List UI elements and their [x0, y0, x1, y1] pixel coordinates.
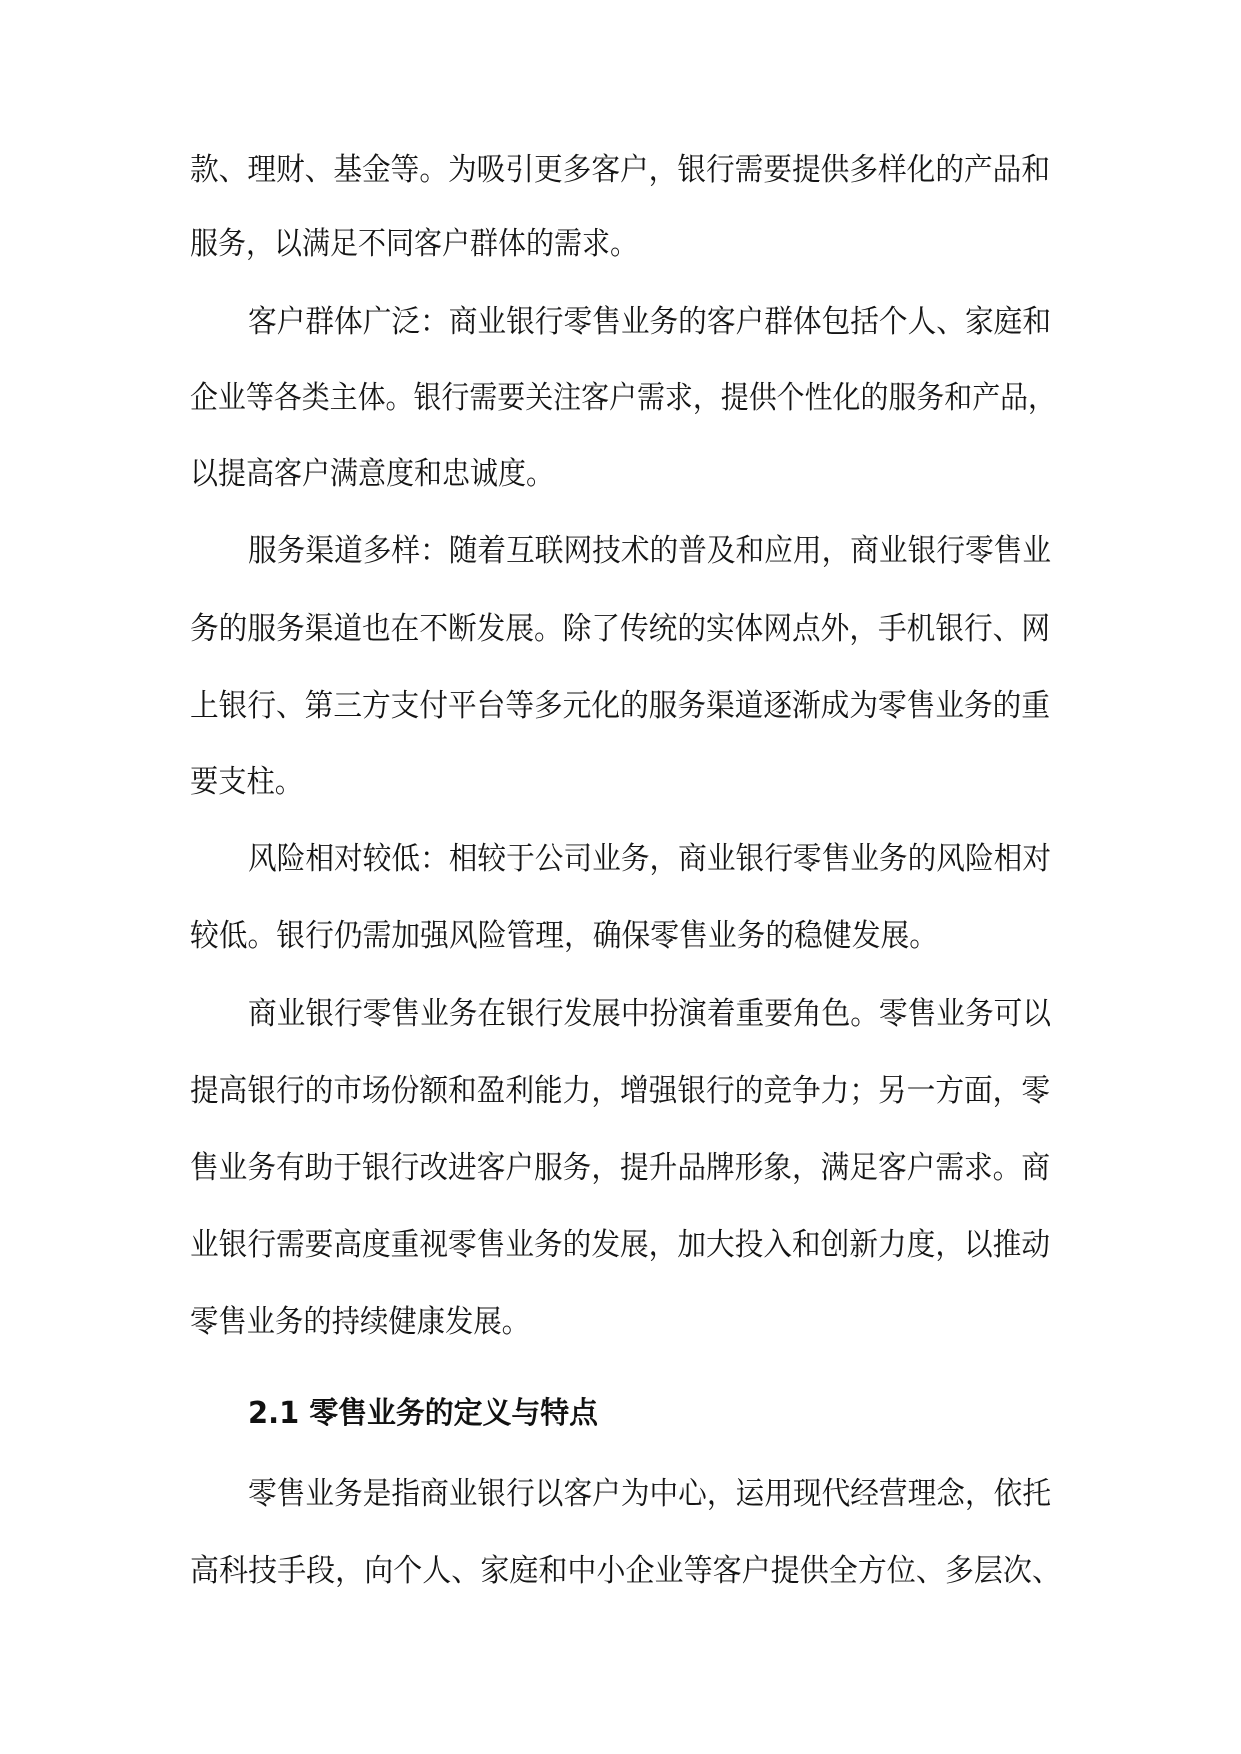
- body-line: 零售业务的持续健康发展。: [190, 1304, 530, 1340]
- body-line: 服务，以满足不同客户群体的需求。: [190, 226, 638, 262]
- body-line: 上银行、第三方支付平台等多元化的服务渠道逐渐成为零售业务的重: [190, 688, 1050, 724]
- body-line: 客户群体广泛：商业银行零售业务的客户群体包括个人、家庭和: [248, 304, 1051, 340]
- body-line: 企业等各类主体。银行需要关注客户需求，提供个性化的服务和产品，: [190, 380, 1056, 416]
- body-line: 以提高客户满意度和忠诚度。: [190, 456, 554, 492]
- body-line: 高科技手段，向个人、家庭和中小企业等客户提供全方位、多层次、: [190, 1553, 1061, 1589]
- body-line: 要支柱。: [190, 764, 303, 800]
- body-line: 服务渠道多样：随着互联网技术的普及和应用，商业银行零售业: [248, 533, 1051, 569]
- body-line: 较低。银行仍需加强风险管理，确保零售业务的稳健发展。: [190, 918, 938, 954]
- section-heading: 2.1 零售业务的定义与特点: [248, 1396, 598, 1431]
- body-line: 务的服务渠道也在不断发展。除了传统的实体网点外，手机银行、网: [190, 611, 1050, 647]
- body-line: 零售业务是指商业银行以客户为中心，运用现代经营理念，依托: [248, 1476, 1051, 1512]
- body-line: 商业银行零售业务在银行发展中扮演着重要角色。零售业务可以: [248, 996, 1051, 1032]
- body-line: 风险相对较低：相较于公司业务，商业银行零售业务的风险相对: [248, 841, 1051, 877]
- body-line: 业银行需要高度重视零售业务的发展，加大投入和创新力度，以推动: [190, 1227, 1050, 1263]
- body-line: 售业务有助于银行改进客户服务，提升品牌形象，满足客户需求。商: [190, 1150, 1050, 1186]
- body-line: 提高银行的市场份额和盈利能力，增强银行的竞争力；另一方面，零: [190, 1073, 1050, 1109]
- body-line: 款、理财、基金等。为吸引更多客户，银行需要提供多样化的产品和: [190, 152, 1050, 188]
